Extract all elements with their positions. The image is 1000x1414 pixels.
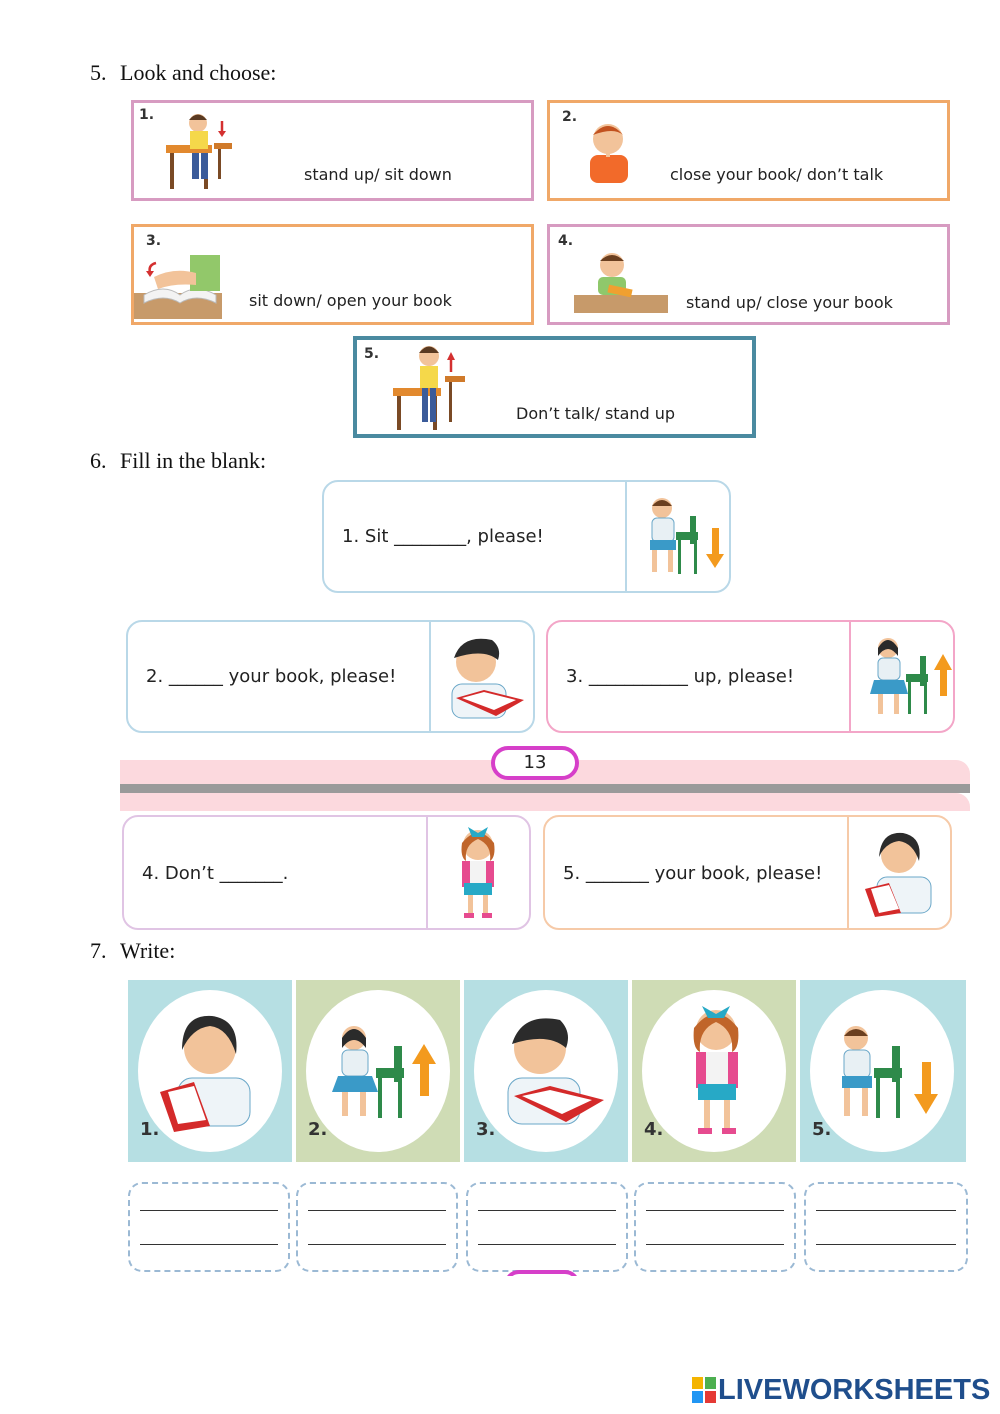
girl-standing-up-icon xyxy=(320,1020,444,1130)
open-book-hands-icon xyxy=(134,251,224,321)
fill-card-1 xyxy=(322,480,731,593)
fill-sentence[interactable]: 5. _______ your book, please! xyxy=(563,863,823,884)
write-panel-4 xyxy=(632,980,796,1162)
boy-reading-book-icon xyxy=(486,1008,610,1134)
card-number: 1. xyxy=(139,107,155,123)
card-number: 4. xyxy=(558,233,574,249)
girl-quiet-icon xyxy=(438,821,528,925)
fill-card-5 xyxy=(543,815,952,930)
choose-card-1[interactable] xyxy=(131,100,534,201)
write-answer-box-2[interactable] xyxy=(296,1182,458,1272)
card-divider xyxy=(847,817,849,928)
write-answer-box-1[interactable] xyxy=(128,1182,290,1272)
fill-sentence[interactable]: 4. Don’t _______. xyxy=(142,863,289,884)
boy-sitting-down-icon xyxy=(634,492,728,584)
girl-quiet-icon xyxy=(662,996,772,1146)
section-6-heading xyxy=(90,448,266,474)
crop-mask xyxy=(120,1276,970,1288)
section-number: 6. xyxy=(90,448,107,473)
standing-boy-desk-icon xyxy=(389,342,471,434)
fill-card-2 xyxy=(126,620,535,733)
card-label: sit down/ open your book xyxy=(249,291,452,310)
boy-sitting-down-icon xyxy=(822,1020,946,1130)
answer-line xyxy=(646,1210,784,1211)
card-label: close your book/ don’t talk xyxy=(670,165,884,184)
choose-card-2[interactable] xyxy=(547,100,950,201)
logo-grid-icon xyxy=(692,1377,716,1405)
closing-book-boy-icon xyxy=(574,249,670,315)
card-label: stand up/ close your book xyxy=(686,293,893,312)
answer-line xyxy=(140,1210,278,1211)
card-number: 3. xyxy=(146,233,162,249)
page-strip-bottom xyxy=(120,793,970,811)
card-divider xyxy=(625,482,627,591)
answer-line xyxy=(646,1244,784,1245)
answer-line xyxy=(308,1244,446,1245)
write-answer-box-4[interactable] xyxy=(634,1182,796,1272)
card-divider xyxy=(849,622,851,731)
answer-line xyxy=(816,1210,956,1211)
card-number: 5. xyxy=(364,346,380,362)
fill-card-4 xyxy=(122,815,531,930)
card-divider xyxy=(429,622,431,731)
section-title: Look and choose: xyxy=(120,60,277,85)
section-7-heading xyxy=(90,938,175,964)
page-number-badge: 13 xyxy=(491,746,579,780)
choose-card-4[interactable] xyxy=(547,224,950,325)
section-title: Write: xyxy=(120,938,176,963)
brand-wordmark: LIVEWORKSHEETS xyxy=(718,1374,991,1406)
answer-line xyxy=(478,1244,616,1245)
girl-standing-up-icon xyxy=(860,632,954,724)
choose-card-3[interactable] xyxy=(131,224,534,325)
card-number: 2. xyxy=(562,109,578,125)
fill-card-3 xyxy=(546,620,955,733)
write-panel-1 xyxy=(128,980,292,1162)
answer-line xyxy=(140,1244,278,1245)
section-5-heading xyxy=(90,60,276,86)
write-panel-5 xyxy=(800,980,966,1162)
section-title: Fill in the blank: xyxy=(120,448,267,473)
fill-sentence[interactable]: 1. Sit ________, please! xyxy=(342,526,544,547)
panel-number: 1. xyxy=(140,1119,160,1140)
answer-line xyxy=(816,1244,956,1245)
answer-line xyxy=(478,1210,616,1211)
girl-reading-book-icon xyxy=(855,825,949,923)
write-answer-box-3[interactable] xyxy=(466,1182,628,1272)
section-number: 7. xyxy=(90,938,107,963)
card-label: Don’t talk/ stand up xyxy=(516,404,676,423)
boy-reading-book-icon xyxy=(436,630,532,726)
panel-number: 3. xyxy=(476,1119,496,1140)
choose-card-5[interactable] xyxy=(353,336,756,438)
fill-sentence[interactable]: 2. ______ your book, please! xyxy=(146,666,397,687)
page-divider-bar xyxy=(120,784,970,793)
write-answer-box-5[interactable] xyxy=(804,1182,968,1272)
panel-number: 4. xyxy=(644,1119,664,1140)
quiet-boy-icon xyxy=(584,119,636,185)
card-divider xyxy=(426,817,428,928)
fill-sentence[interactable]: 3. ___________ up, please! xyxy=(566,666,795,687)
write-panel-2 xyxy=(296,980,460,1162)
answer-line xyxy=(308,1210,446,1211)
liveworksheets-logo[interactable] xyxy=(692,1374,992,1408)
card-label: stand up/ sit down xyxy=(304,165,452,184)
girl-reading-book-icon xyxy=(148,1006,272,1136)
sitting-boy-desk-icon xyxy=(162,109,242,195)
panel-number: 2. xyxy=(308,1119,328,1140)
section-number: 5. xyxy=(90,60,107,85)
write-panel-3 xyxy=(464,980,628,1162)
panel-number: 5. xyxy=(812,1119,832,1140)
